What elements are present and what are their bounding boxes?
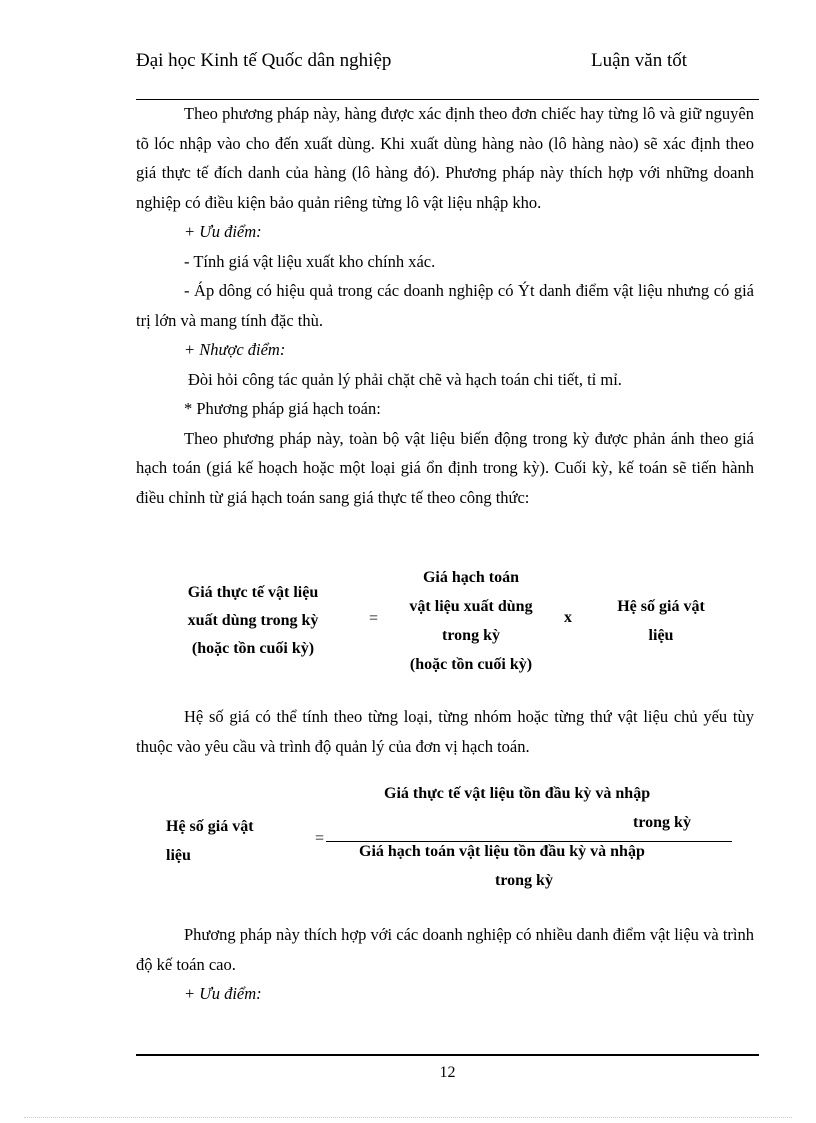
formula1-rhs: Hệ số giá vật liệu — [617, 598, 705, 644]
body-section-2 — [136, 702, 754, 761]
formula1-lhs: Giá thực tế vật liệu xuất dùng trong kỳ (hoặc tồn cuối kỳ) — [187, 584, 319, 657]
header-left-text: Đại học Kinh tế Quốc dân nghiệp — [136, 50, 392, 71]
formula2-lhs: Hệ số giá vật liệu — [166, 818, 254, 864]
formula1-equals: = — [369, 610, 379, 627]
page-edge-divider — [24, 1117, 792, 1119]
formula1-times: x — [564, 609, 572, 626]
formula2-numerator-line1: Giá thực tế vật liệu tồn đầu kỳ và nhập — [384, 785, 651, 802]
formula-actual-price — [136, 562, 756, 678]
disadvantage-item: Đòi hỏi công tác quản lý phải chặt chẽ và hạch toán chi tiết, tỉ mỉ. — [188, 369, 622, 389]
body-section-3 — [136, 920, 754, 1009]
formula2-equals: = — [315, 830, 325, 847]
advantages-heading: + Ưu điểm: — [184, 984, 262, 1003]
page-number: 12 — [439, 1064, 456, 1081]
paragraph-accounting-price: Theo phương pháp này, toàn bộ vật liệu biến động trong kỳ được phản ánh theo giá hạch toán (giá kế hoạch hoặc một loại giá ổn định trong kỳ). Cuối kỳ, kế toán sẽ tiến hành điều chỉnh từ giá hạch toán sang giá thực tế theo công thức: — [136, 428, 754, 507]
footer-rule — [136, 1054, 759, 1056]
fraction-bar — [326, 841, 732, 842]
formula-price-coefficient — [136, 782, 756, 897]
formula2-numerator-line2: trong kỳ — [633, 814, 691, 831]
advantage-item: - Tính giá vật liệu xuất kho chính xác. — [184, 251, 436, 271]
paragraph-price-coefficient: Hệ số giá có thể tính theo từng loại, từng nhóm hoặc từng thứ vật liệu chủ yếu tùy thuộc vào yêu cầu và trình độ quản lý của đơn vị hạch toán. — [136, 707, 754, 756]
formula1-mid: Giá hạch toán vật liệu xuất dùng trong kỳ (hoặc tồn cuối kỳ) — [409, 569, 533, 673]
paragraph-specific-identification: Theo phương pháp này, hàng được xác định theo đơn chiếc hay từng lô và giữ nguyên tõ lóc nhập vào cho đến xuất dùng. Khi xuất dùng hàng nào (lô hàng nào) sẽ xác định theo giá thực tế đích danh của hàng (lô hàng đó). Phương pháp này thích hợp với những doanh nghiệp có điều kiện bảo quản riêng từng lô vật liệu nhập kho. — [136, 104, 754, 212]
formula2-denominator-line1: Giá hạch toán vật liệu tồn đầu kỳ và nhập — [359, 843, 645, 860]
advantages-heading: + Ưu điểm: — [184, 222, 262, 241]
advantage-item: - Áp dông có hiệu quả trong các doanh nghiệp có Ýt danh điểm vật liệu nhưng có giá trị lớn và mang tính đặc thù. — [136, 281, 754, 330]
method-heading: * Phương pháp giá hạch toán: — [184, 399, 381, 418]
body-section-1 — [136, 99, 754, 512]
header-right-text: Luận văn tốt — [591, 50, 688, 71]
formula2-denominator-line2: trong kỳ — [495, 872, 553, 889]
disadvantages-heading: + Nhược điểm: — [184, 340, 286, 359]
paragraph-suitability: Phương pháp này thích hợp với các doanh nghiệp có nhiều danh điểm vật liệu và trình độ kế toán cao. — [136, 925, 754, 974]
